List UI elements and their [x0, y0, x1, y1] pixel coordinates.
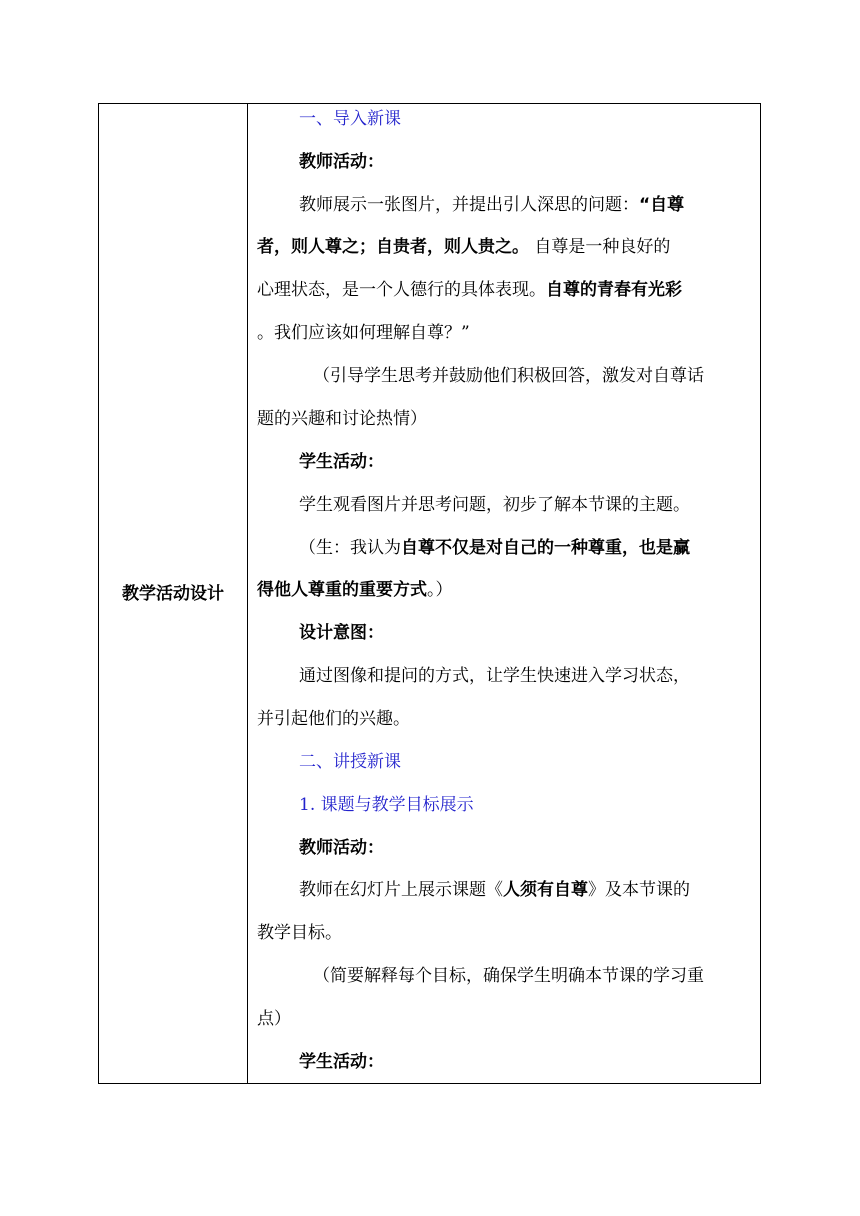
student-answer-line: 得他人尊重的重要方式。）	[257, 580, 453, 600]
subsection-title: 1. 课题与教学目标展示	[299, 795, 474, 815]
teacher-paragraph-line: 教师展示一张图片，并提出引人深思的问题：“自尊	[299, 195, 685, 215]
student-answer-line: （生：我认为自尊不仅是对自己的一种尊重，也是赢	[299, 538, 690, 558]
teacher-paragraph-line: 。我们应该如何理解自尊？”	[257, 323, 470, 343]
teacher-note-line: 点）	[257, 1009, 291, 1029]
design-intent-heading: 设计意图：	[299, 623, 384, 643]
teacher-paragraph-line: 者，则人尊之；自贵者，则人贵之。 自尊是一种良好的	[257, 237, 671, 257]
section-title-new-lesson: 二、讲授新课	[299, 752, 401, 772]
lesson-plan-table	[98, 103, 761, 1084]
teacher-paragraph-line: 教师在幻灯片上展示课题《人须有自尊》及本节课的	[299, 880, 690, 900]
design-intent-line: 通过图像和提问的方式，让学生快速进入学习状态，	[299, 666, 690, 686]
student-paragraph-line: 学生观看图片并思考问题，初步了解本节课的主题。	[299, 495, 690, 515]
label-cell	[99, 104, 248, 1083]
row-label: 教学活动设计	[122, 584, 224, 604]
teacher-activity-heading: 教师活动：	[299, 152, 384, 172]
teacher-note-line: （引导学生思考并鼓励他们积极回答，激发对自尊话	[313, 366, 704, 386]
design-intent-line: 并引起他们的兴趣。	[257, 709, 410, 729]
section-title-intro: 一、导入新课	[299, 109, 401, 129]
student-activity-heading: 学生活动：	[299, 1052, 384, 1072]
teacher-activity-heading: 教师活动：	[299, 838, 384, 858]
student-activity-heading: 学生活动：	[299, 452, 384, 472]
teacher-paragraph-line: 教学目标。	[257, 923, 342, 943]
teacher-note-line: （简要解释每个目标，确保学生明确本节课的学习重	[313, 966, 704, 986]
teacher-note-line: 题的兴趣和讨论热情）	[257, 409, 427, 429]
teacher-paragraph-line: 心理状态，是一个人德行的具体表现。自尊的青春有光彩	[257, 280, 682, 300]
